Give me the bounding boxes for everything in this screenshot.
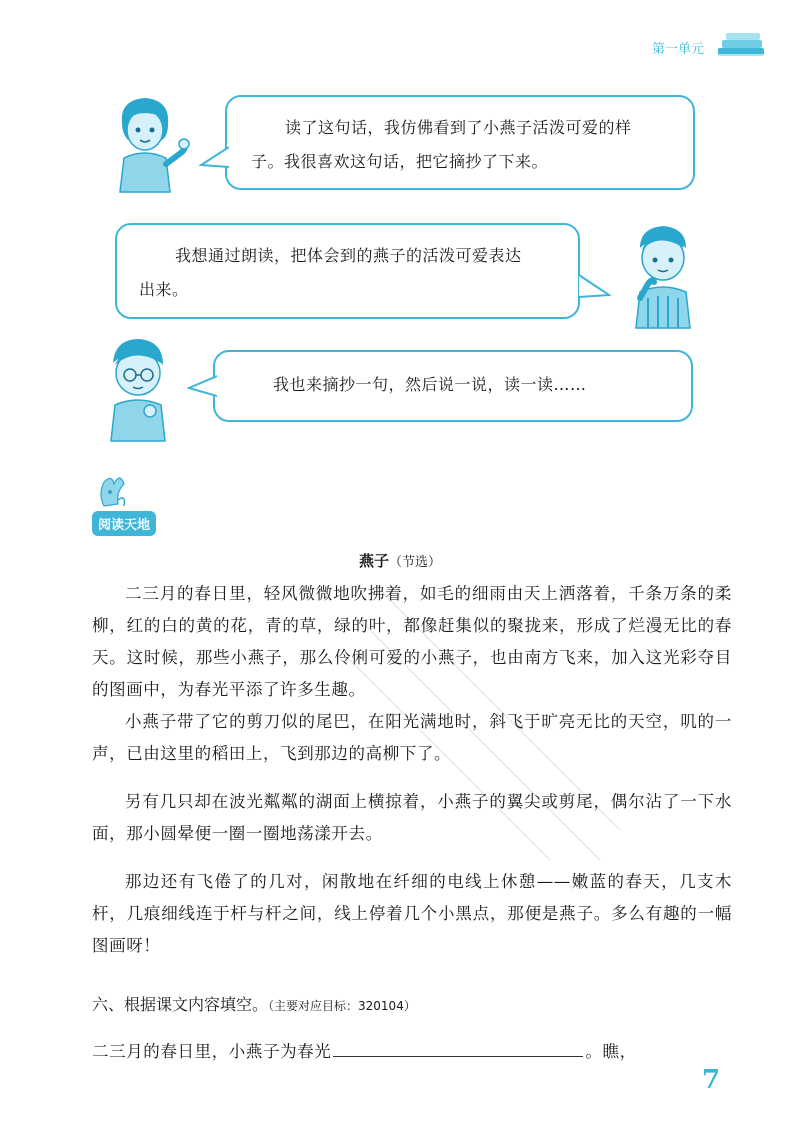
question-heading xyxy=(92,992,416,1015)
books-icon xyxy=(712,30,768,60)
speech-bubble-2 xyxy=(115,223,580,319)
article-paragraph-3: 另有几只却在波光粼粼的湖面上横掠着，小燕子的翼尖或剪尾，偶尔沾了一下水面，那小圆晕便一圈一圈地荡漾开去。 xyxy=(92,792,732,843)
article-paragraph-1: 二三月的春日里，轻风微微地吹拂着，如毛的细雨由天上洒落着，千条万条的柔柳，红的白的黄的花，青的草，绿的叶，都像赶集似的聚拢来，形成了烂漫无比的春天。这时候，那些小燕子，那么伶俐可爱的小燕子，也由南方飞来，加入这光彩夺目的图画中，为春光平添了许多生趣。 xyxy=(92,584,732,699)
bubble-1-line-1: 读了这句话，我仿佛看到了小燕子活泼可爱的样 xyxy=(285,118,632,137)
section-label: 阅读天地 xyxy=(92,511,156,536)
article-paragraph-4: 那边还有飞倦了的几对，闲散地在纤细的电线上休憩——嫩蓝的春天，几支木杆，几痕细线连于杆与杆之间，线上停着几个小黑点，那便是燕子。多么有趣的一幅图画呀！ xyxy=(92,872,732,955)
unit-label: 第一单元 xyxy=(652,42,705,57)
bubble-3-line-1: 我也来摘抄一句，然后说一说，读一读…… xyxy=(273,375,587,394)
article-title xyxy=(0,550,800,571)
fill-text-before: 二三月的春日里，小燕子为春光 xyxy=(92,1042,332,1061)
boy-illustration xyxy=(618,218,708,330)
speech-bubble-1 xyxy=(225,95,695,190)
bubble-1-line-2: 子。我很喜欢这句话，把它摘抄了下来。 xyxy=(251,152,549,171)
fill-blank[interactable] xyxy=(333,1038,583,1057)
speech-bubble-3 xyxy=(213,350,693,422)
girl-illustration xyxy=(100,92,200,194)
fill-in-line xyxy=(92,1038,732,1062)
article-title-text: 燕子 xyxy=(358,552,389,570)
question-note: （主要对应目标：320104） xyxy=(268,999,416,1013)
bubble-2-line-1: 我想通过朗读，把体会到的燕子的活泼可爱表达 xyxy=(175,246,522,265)
page-number: 7 xyxy=(702,1065,721,1095)
article-source: （节选） xyxy=(389,555,442,570)
boy-with-glasses-illustration xyxy=(95,335,180,443)
question-title: 六、根据课文内容填空。 xyxy=(92,995,269,1014)
fill-text-after: 。瞧， xyxy=(585,1042,637,1061)
article-paragraph-2: 小燕子带了它的剪刀似的尾巴，在阳光满地时，斜飞于旷亮无比的天空，叽的一声，已由这里的稻田上，飞到那边的高柳下了。 xyxy=(92,712,732,763)
bubble-2-line-2: 出来。 xyxy=(139,280,189,299)
